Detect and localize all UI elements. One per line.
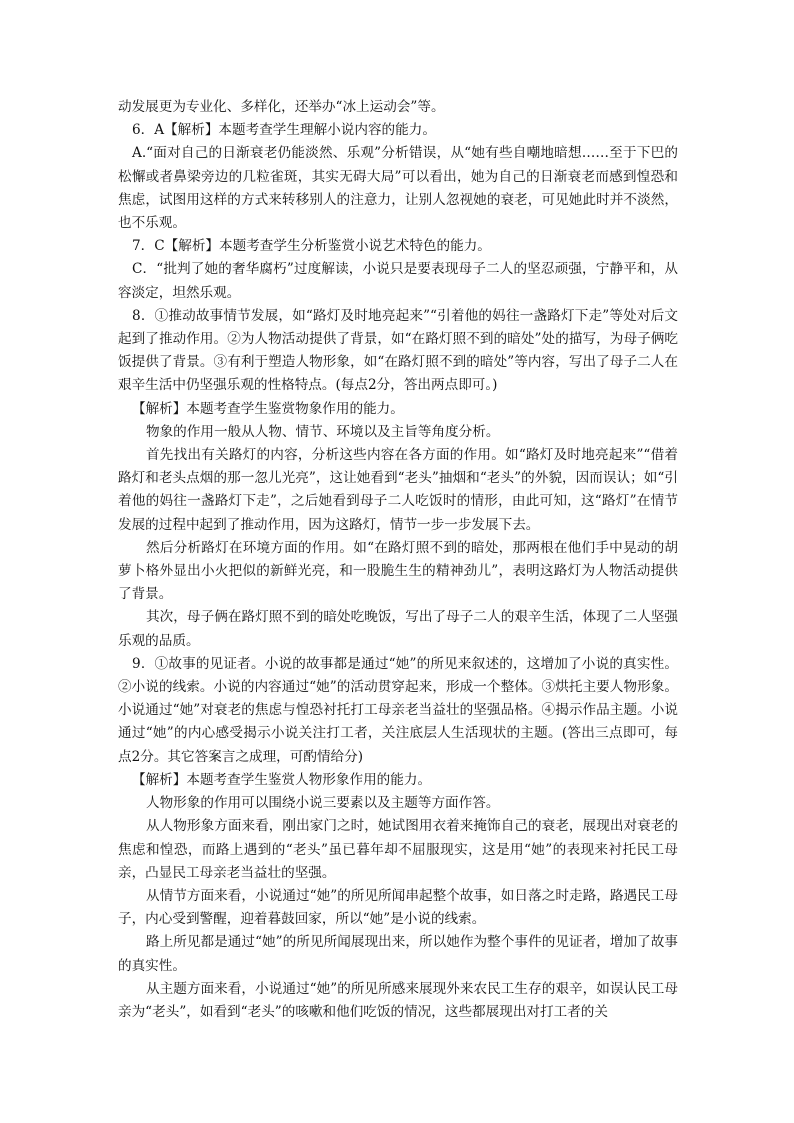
answer-7-analysis: C．“批判了她的奢华腐朽”过度解读，小说只是要表现母子二人的坚忍顽强，宁静平和，从容淡定，坦然乐观。: [118, 261, 678, 301]
answer-9: 9．①故事的见证者。小说的故事都是通过“她”的所见来叙述的，这增加了小说的真实性。②小说的线索。小说的内容通过“她”的活动贯穿起来，形成一个整体。③烘托主要人物形象。小说通过“她”对衰老的焦虑与惶恐衬托打工母亲老当益壮的坚强品格。④揭示作品主题。小说通过“她”的内心感受揭示小说关注打工者，关注底层人生活现状的主题。(答出三点即可，每点2分。其它答案言之成理，可酌情给分): [118, 655, 678, 765]
answer-9-jiexi: 【解析】本题考查学生鉴赏人物形象作用的能力。: [132, 771, 432, 788]
answer-8: 8．①推动故事情节发展，如“路灯及时地亮起来”“引着他的妈往一盏路灯下走”等处对后文起到了推动作用。②为人物活动提供了背景，如“在路灯照不到的暗处”处的描写，为母子俩吃饭提供了背景。③有利于塑造人物形象，如“在路灯照不到的暗处”等内容，写出了母子二人在艰辛生活中仍坚强乐观的性格特点。(每点2分，答出两点即可。): [118, 307, 678, 394]
answer-8-plot: 首先找出有关路灯的内容，分析这些内容在各方面的作用。如“路灯及时地亮起来”“借着路灯和老头点烟的那一忽儿光亮”，这让她看到“老头”抽烟和“老头”的外貌，因而误认；如“引着他的妈往一盏路灯下走”，之后她看到母子二人吃饭时的情形，由此可知，这“路灯”在情节发展的过程中起到了推动作用，因为这路灯，情节一步一步发展下去。: [118, 447, 678, 533]
answer-6-heading: 6．A【解析】本题考查学生理解小说内容的能力。: [132, 122, 436, 139]
answer-8-method: 物象的作用一般从人物、情节、环境以及主旨等角度分析。: [146, 423, 500, 440]
document-body: [118, 96, 678, 1024]
answer-9-witness: 路上所见都是通过“她”的所见所闻展现出来，所以她作为整个事件的见证者，增加了故事的真实性。: [118, 934, 678, 974]
answer-9-character: 从人物形象方面来看，刚出家门之时，她试图用衣着来掩饰自己的衰老，展现出对衰老的焦虑和惶恐，而路上遇到的“老头”虽已暮年却不屈服现实，这是用“她”的表现来衬托民工母亲，凸显民工母亲老当益壮的坚强。: [118, 818, 678, 881]
answer-7-heading: 7．C【解析】本题考查学生分析鉴赏小说艺术特色的能力。: [132, 238, 491, 255]
answer-8-jiexi: 【解析】本题考查学生鉴赏物象作用的能力。: [132, 400, 404, 417]
paragraph-0: 动发展更为专业化、多样化，还举办“冰上运动会”等。: [118, 99, 445, 115]
answer-9-method: 人物形象的作用可以围绕小说三要素以及主题等方面作答。: [146, 795, 500, 812]
answer-9-theme: 从主题方面来看，小说通过“她”的所见所感来展现外来农民工生存的艰辛，如误认民工母亲为“老头”，如看到“老头”的咳嗽和他们吃饭的情况，这些都展现出对打工者的关: [118, 980, 678, 1020]
answer-8-theme: 其次，母子俩在路灯照不到的暗处吃晚饭，写出了母子二人的艰辛生活，体现了二人坚强乐观的品质。: [118, 609, 678, 649]
answer-6-analysis: A.“面对自己的日渐衰老仍能淡然、乐观”分析错误，从“她有些自嘲地暗想……至于下巴的松懈或者鼻梁旁边的几粒雀斑，其实无碍大局”可以看出，她为自己的日渐衰老而感到惶恐和焦虑，试图用这样的方式来转移别人的注意力，让别人忽视她的衰老，可见她此时并不淡然，也不乐观。: [118, 145, 678, 232]
answer-9-plot: 从情节方面来看，小说通过“她”的所见所闻串起整个故事，如日落之时走路，路遇民工母子，内心受到警醒，迎着暮鼓回家，所以“她”是小说的线索。: [118, 887, 678, 928]
answer-8-environment: 然后分析路灯在环境方面的作用。如“在路灯照不到的暗处，那两根在他们手中晃动的胡萝卜格外显出小火把似的新鲜光亮，和一股脆生生的精神劲儿”，表明这路灯为人物活动提供了背景。: [118, 539, 678, 603]
